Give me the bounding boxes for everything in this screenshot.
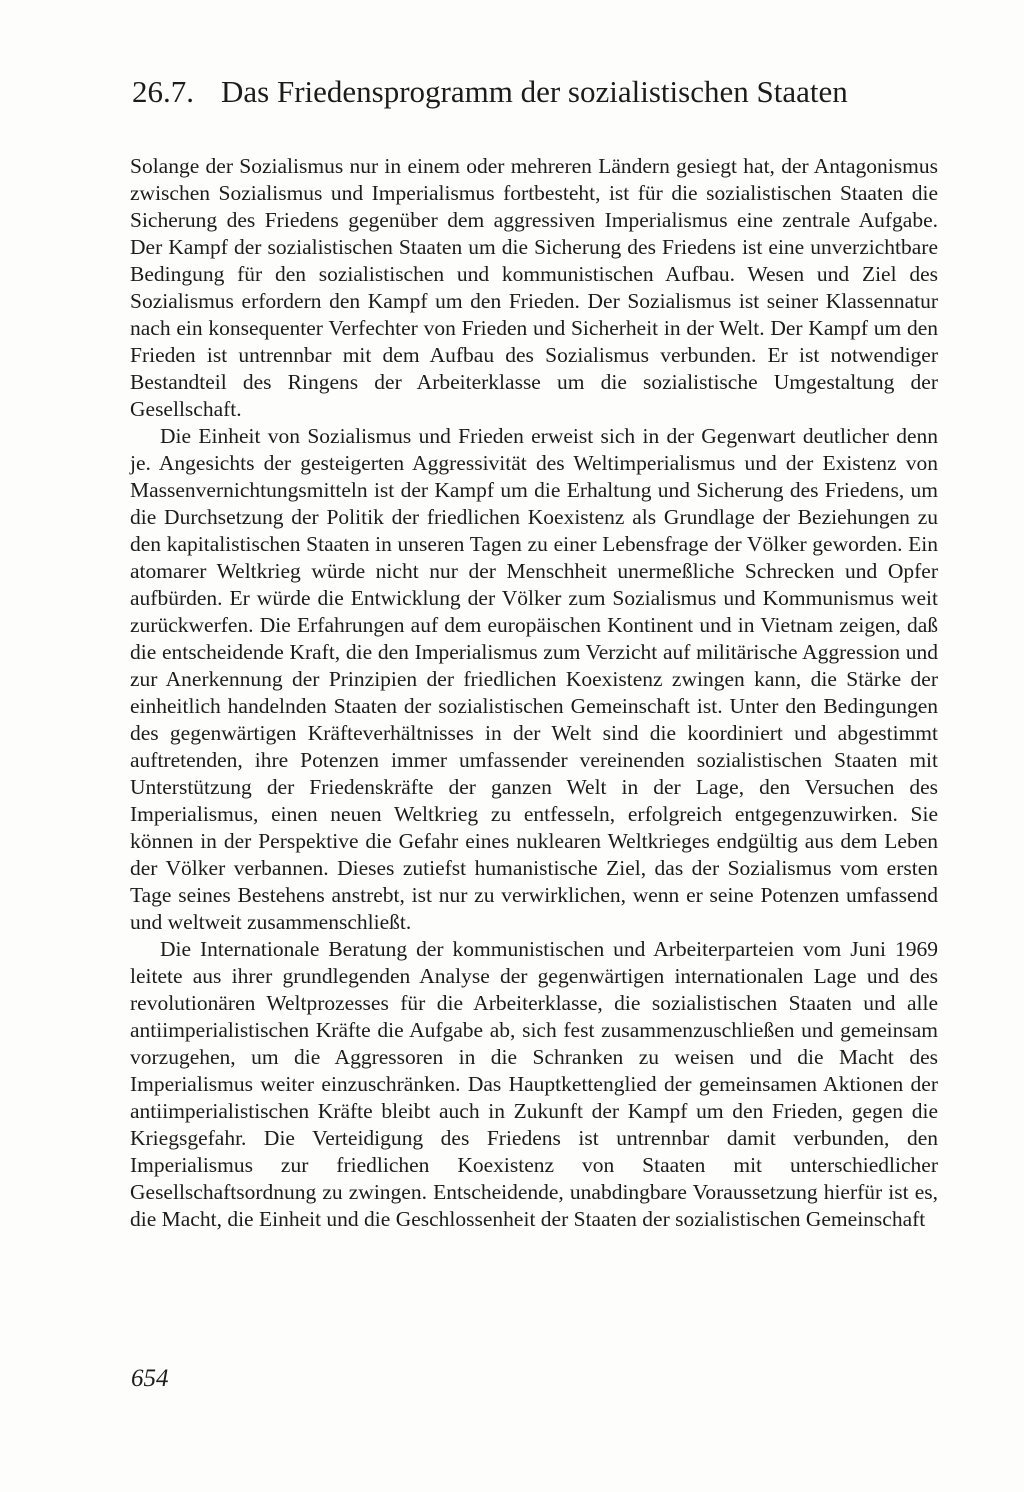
paragraph: Solange der Sozialismus nur in einem oder mehreren Ländern gesiegt hat, der Antagonismus zwischen Sozialismus und Imperialismus fortbesteht, ist für die sozialistischen Staaten die Sicherung des Friedens gegenüber dem aggressiven Imperialismus eine zentrale Aufgabe. Der Kampf der sozialistischen Staaten um die Sicherung des Friedens ist eine unverzichtbare Bedingung für den sozialistischen und kommunistischen Aufbau. Wesen und Ziel des Sozialismus erfordern den Kampf um den Frieden. Der Sozialismus ist seiner Klassennatur nach ein konsequenter Verfechter von Frieden und Sicherheit in der Welt. Der Kampf um den Frieden ist untrennbar mit dem Aufbau des Sozialismus verbunden. Er ist notwendiger Bestandteil des Ringens der Arbeiterklasse um die sozialistische Umgestaltung der Gesellschaft. — [130, 154, 938, 421]
body-text — [130, 153, 938, 1233]
page-number: 654 — [131, 1365, 169, 1392]
paragraph: Die Internationale Beratung der kommunistischen und Arbeiterparteien vom Juni 1969 leitete aus ihrer grundlegenden Analyse der gegenwärtigen internationalen Lage und des revolutionären Weltprozesses für die Arbeiterklasse, die sozialistischen Staaten und alle antiimperialistischen Kräfte die Aufgabe ab, sich fest zusammenzuschließen und gemeinsam vorzugehen, um die Aggressoren in die Schranken zu weisen und die Macht des Imperialismus weiter einzuschränken. Das Hauptkettenglied der gemeinsamen Aktionen der antiimperialistischen Kräfte bleibt auch in Zukunft der Kampf um den Frieden, gegen die Kriegsgefahr. Die Verteidigung des Friedens ist untrennbar damit verbunden, den Imperialismus zur friedlichen Koexistenz von Staaten mit unterschiedlicher Gesellschaftsordnung zu zwingen. Entscheidende, unabdingbare Voraussetzung hierfür ist es, die Macht, die Einheit und die Geschlossenheit der Staaten der sozialistischen Gemeinschaft — [130, 937, 938, 1231]
section-title: Das Friedensprogramm der sozialistischen Staaten — [221, 74, 848, 109]
section-heading — [132, 72, 952, 112]
paragraph: Die Einheit von Sozialismus und Frieden erweist sich in der Gegenwart deutlicher denn je. Angesichts der gesteigerten Aggressivität des Weltimperialismus und der Existenz von Massenvernichtungsmitteln ist der Kampf um die Erhaltung und Sicherung des Friedens, um die Durchsetzung der Politik der friedlichen Koexistenz als Grundlage der Beziehungen zu den kapitalistischen Staaten in unseren Tagen zu einer Lebensfrage der Völker geworden. Ein atomarer Weltkrieg würde nicht nur der Menschheit unermeßliche Schrecken und Opfer aufbürden. Er würde die Entwicklung der Völker zum Sozialismus und Kommunismus weit zurückwerfen. Die Erfahrungen auf dem europäischen Kontinent und in Vietnam zeigen, daß die entscheidende Kraft, die den Imperialismus zum Verzicht auf militärische Aggression und zur Anerkennung der Prinzipien der friedlichen Koexistenz zwingen kann, die Stärke der einheitlich handelnden Staaten der sozialistischen Gemeinschaft ist. Unter den Bedingungen des gegenwärtigen Kräfteverhältnisses in der Welt sind die koordiniert und abgestimmt auftretenden, ihre Potenzen immer umfassender vereinenden sozialistischen Staaten mit Unterstützung der Friedenskräfte der ganzen Welt in der Lage, den Versuchen des Imperialismus, einen neuen Weltkrieg zu entfesseln, erfolgreich entgegenzuwirken. Sie können in der Perspektive die Gefahr eines nuklearen Weltkrieges endgültig aus dem Leben der Völker verbannen. Dieses zutiefst humanistische Ziel, das der Sozialismus vom ersten Tage seines Bestehens anstrebt, ist nur zu verwirklichen, wenn er seine Potenzen umfassend und weltweit zusammenschließt. — [130, 424, 938, 934]
section-number: 26.7. — [132, 74, 194, 109]
